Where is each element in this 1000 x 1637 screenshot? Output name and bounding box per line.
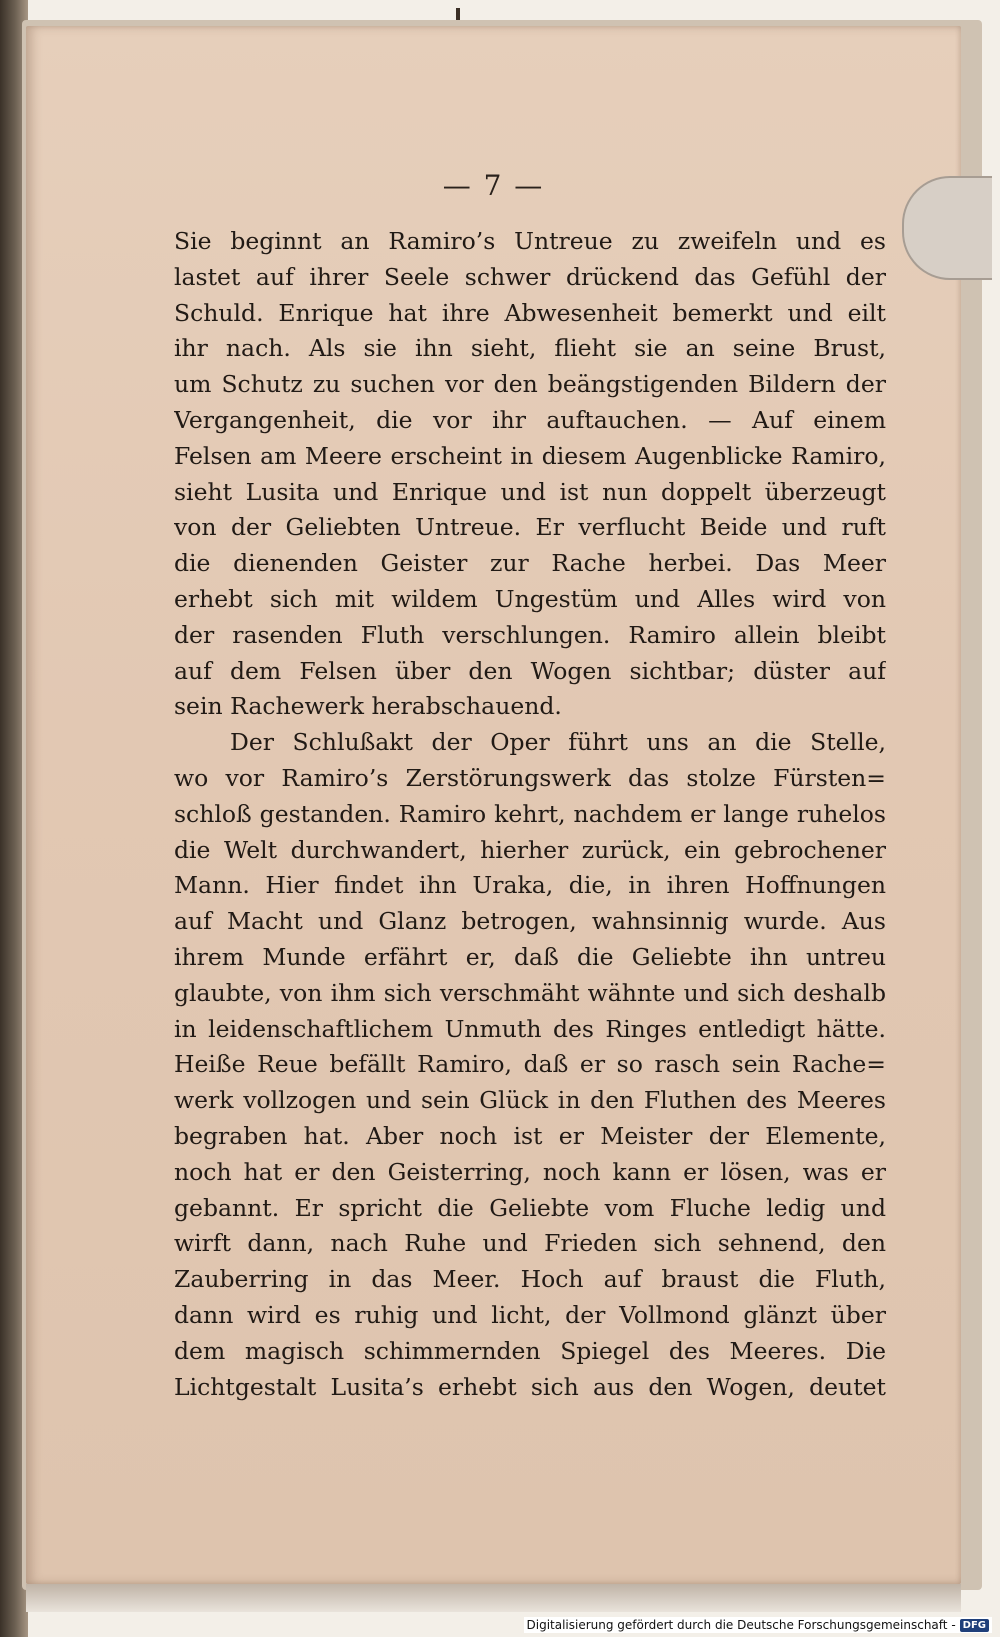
text-line: glaubte, von ihm sich verschmäht wähnte und sich deshalb [174,978,886,1007]
page-bottom-edge [26,1584,961,1612]
text-line: auf Macht und Glanz betrogen, wahnsinnig wurde. Aus [174,907,886,936]
text-line: Heiße Reue befällt Ramiro, daß er so rasch sein Rache= [174,1050,886,1079]
text-line: auf dem Felsen über den Wogen sichtbar; düster auf [174,656,886,685]
text-line: begraben hat. Aber noch ist er Meister der Elemente, [174,1121,886,1150]
text-line: werk vollzogen und sein Glück in den Fluthen des Meeres [174,1086,886,1115]
book-page [26,26,961,1584]
body-text [174,224,886,1405]
text-line: die Welt durchwandert, hierher zurück, ein gebrochener [174,835,886,864]
text-line: ihr nach. Als sie ihn sieht, flieht sie an seine Brust, [174,334,886,363]
text-line: ihrem Munde erfährt er, daß die Geliebte ihn untreu [174,942,886,971]
page-tab-marker [902,176,992,280]
text-line: Mann. Hier findet ihn Uraka, die, in ihren Hoffnungen [174,871,886,900]
text-line: schloß gestanden. Ramiro kehrt, nachdem er lange ruhelos [174,799,886,828]
text-line: Vergangenheit, die vor ihr auftauchen. — Auf einem [174,405,886,434]
text-line: von der Geliebten Untreue. Er verflucht Beide und ruft [174,513,886,542]
text-line: die dienenden Geister zur Rache herbei. Das Meer [174,549,886,578]
text-line: dann wird es ruhig und licht, der Vollmond glänzt über [174,1300,886,1329]
text-line: wirft dann, nach Ruhe und Frieden sich sehnend, den [174,1229,886,1258]
page-number: — 7 — [442,169,545,202]
text-line: sieht Lusita und Enrique und ist nun doppelt überzeugt [174,477,886,506]
text-line: Lichtgestalt Lusita’s erhebt sich aus den Wogen, deutet [174,1372,886,1401]
text-line: erhebt sich mit wildem Ungestüm und Alles wird von [174,584,886,613]
digitization-credit [524,1617,993,1633]
dfg-logo: DFG [960,1619,989,1632]
text-line: Sie beginnt an Ramiro’s Untreue zu zweifeln und es [174,227,886,255]
text-line: wo vor Ramiro’s Zerstörungswerk das stolze Fürsten= [174,763,886,792]
text-line: gebannt. Er spricht die Geliebte vom Fluche ledig und [174,1193,886,1222]
text-line: der rasenden Fluth verschlungen. Ramiro allein bleibt [174,620,886,649]
text-line: um Schutz zu suchen vor den beängstigenden Bildern der [174,370,886,399]
credit-text: Digitalisierung gefördert durch die Deutsche Forschungsgemeinschaft - [526,1618,956,1632]
text-line: in leidenschaftlichem Unmuth des Ringes entledigt hätte. [174,1014,886,1043]
text-line: noch hat er den Geisterring, noch kann er lösen, was er [174,1157,886,1186]
text-line: Felsen am Meere erscheint in diesem Augenblicke Ramiro, [174,441,886,470]
text-line: Zauberring in das Meer. Hoch auf braust die Fluth, [174,1265,886,1294]
text-line: lastet auf ihrer Seele schwer drückend das Gefühl der [174,262,886,291]
text-line: Schuld. Enrique hat ihre Abwesenheit bemerkt und eilt [174,298,886,327]
text-line: sein Rachewerk herabschauend. [174,692,562,721]
text-line: Der Schlußakt der Oper führt uns an die Stelle, [230,728,886,757]
text-line: dem magisch schimmernden Spiegel des Meeres. Die [174,1336,886,1365]
